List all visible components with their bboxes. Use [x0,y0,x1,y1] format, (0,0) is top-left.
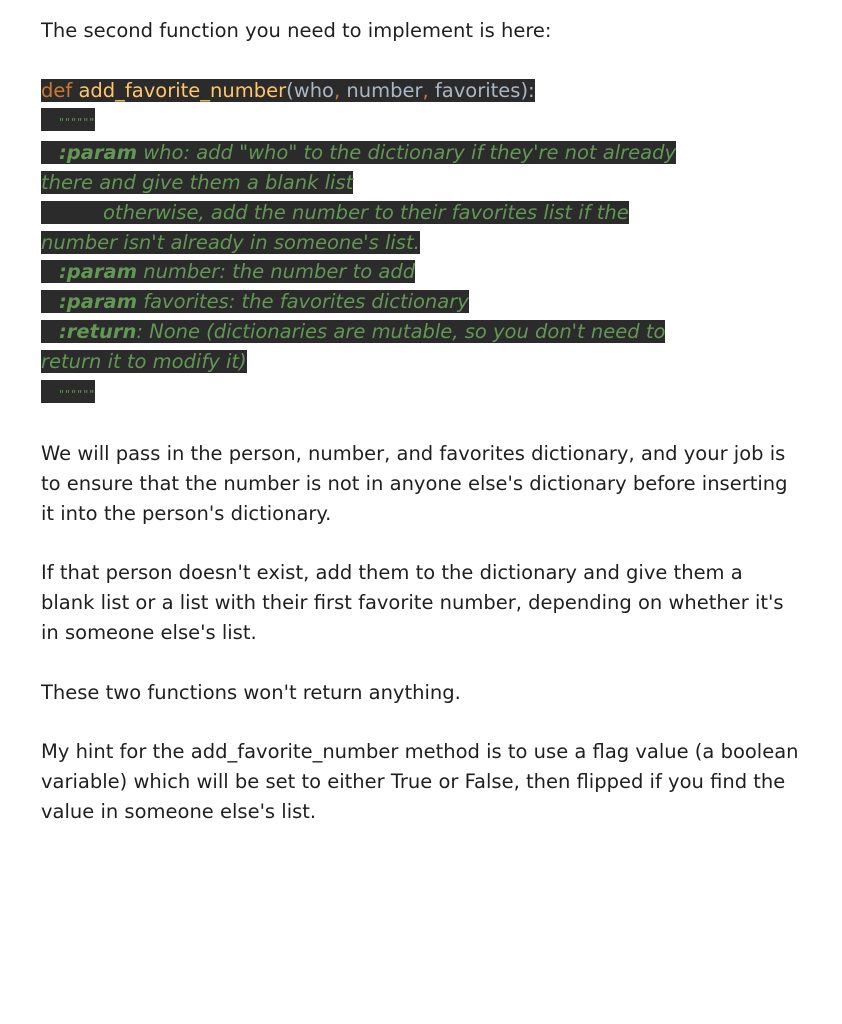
document-body [41,16,801,827]
docstring-param-who [41,138,801,168]
docstring-text: return it to modify it) [41,349,247,373]
paragraph-pass-in: We will pass in the person, number, and favorites dictionary, and your job is to ensure that the number is not in anyone else's dictionary before inserting it into the person's dictionary. [41,442,788,525]
docstring-text: number: the number to add [137,260,416,284]
docstring-open [41,105,801,138]
docstring-text: favorites: the favorites dictionary [137,290,469,314]
docstring-return [41,317,801,347]
docstring-quote: """""" [59,116,96,130]
docstring-text: who: add "who" to the dictionary if they're not already [137,141,677,165]
docstring-param-favorites [41,287,801,317]
docstring-quote: """""" [59,387,96,401]
param-who: who [293,78,334,102]
docstring-text: : None (dictionaries are mutable, so you don't need to [136,319,666,343]
code-line-def [41,76,801,106]
comma: , [334,78,341,102]
intro-paragraph: The second function you need to implement is here: [41,19,552,42]
docstring-param-number [41,257,801,287]
open-paren: ( [286,78,294,102]
param-tag: :param [59,290,138,314]
docstring-text: number isn't already in someone's list. [41,230,420,254]
return-tag: :return [59,319,137,343]
code-block [41,76,801,410]
param-tag: :param [59,141,138,165]
docstring-close [41,377,801,410]
param-favorites: favorites [434,78,521,102]
paragraph-person-missing: If that person doesn't exist, add them to the dictionary and give them a blank list or a list with their first favorite number, depending on whether it's in someone else's list. [41,561,784,644]
docstring-param-who-cont [41,168,801,198]
docstring-return-cont [41,347,801,377]
docstring-param-who-cont [41,228,801,258]
close-paren: ): [520,78,535,102]
comma: , [422,78,429,102]
param-number: number [346,78,423,102]
function-name: add_favorite_number [78,78,287,102]
param-tag: :param [59,260,138,284]
def-keyword: def [41,78,73,102]
docstring-text: otherwise, add the number to their favorites list if the [103,200,629,224]
paragraph-hint: My hint for the add_favorite_number method is to use a flag value (a boolean variable) which will be set to either True or False, then flipped if you find the value in someone else's list. [41,740,799,823]
docstring-text: there and give them a blank list [41,170,354,194]
docstring-param-who-cont [41,198,801,228]
paragraph-no-return: These two functions won't return anything. [41,680,461,704]
